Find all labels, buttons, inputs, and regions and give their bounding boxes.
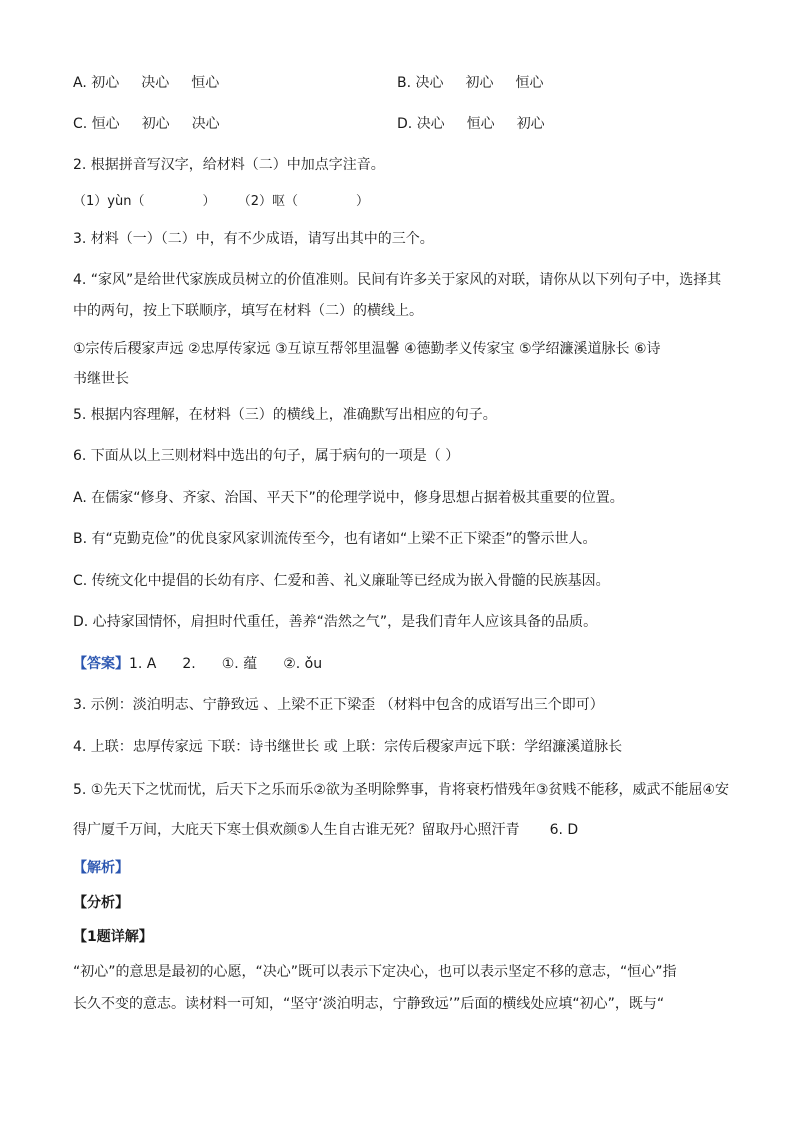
question-2-blanks (73, 192, 369, 212)
question-3: 3. 材料（一）（二）中，有不少成语，请写出其中的三个。 (73, 231, 434, 247)
option-c (73, 114, 220, 134)
question-6-option-c: C. 传统文化中提倡的长幼有序、仁爱和善、礼义廉耻等已经成为嵌入骨髓的民族基因。 (73, 573, 610, 589)
option-c-word-1: 恒心 (91, 116, 120, 132)
option-b-word-1: 决心 (415, 75, 444, 91)
question-6-option-b: B. 有“克勤克俭”的优良家风家训流传至今，也有诸如“上梁不正下梁歪”的警示世人。 (73, 531, 597, 547)
analysis-tag: 【解析】 (73, 860, 129, 876)
option-a-word-2: 决心 (141, 75, 170, 91)
option-a-word-1: 初心 (91, 75, 120, 91)
analysis-fenxi: 【分析】 (73, 895, 129, 911)
answer-2: 2. (182, 656, 196, 672)
question-4-choices: ①宗传后稷家声远 ②忠厚传家远 ③互谅互帮邻里温馨 ④德勤孝义传家宝 ⑤学绍濂溪道脉长 ⑥诗 (73, 341, 661, 357)
answer-2-1: ①. 蕴 (221, 656, 258, 672)
option-d-word-2: 恒心 (466, 116, 495, 132)
question-5: 5. 根据内容理解，在材料（三）的横线上，准确默写出相应的句子。 (73, 407, 497, 423)
answer-line-1 (73, 654, 322, 674)
option-b (397, 73, 544, 93)
question-4-line-1: 4. “家风”是给世代家族成员树立的价值准则。民间有许多关于家风的对联，请你从以下列句子中，选择其 (73, 272, 722, 288)
option-d-word-1: 决心 (416, 116, 445, 132)
answer-1: 1. A (129, 656, 157, 672)
detail-1-heading: 【1题详解】 (73, 929, 153, 945)
option-b-letter: B. (397, 75, 412, 91)
question-4-choices-cont: 书继世长 (73, 371, 129, 387)
question-6-option-a: A. 在儒家“修身、齐家、治国、平天下”的伦理学说中，修身思想占据着极其重要的位置。 (73, 490, 624, 506)
answer-5-line-2 (73, 820, 578, 840)
option-c-word-3: 决心 (191, 116, 220, 132)
question-4-line-2: 中的两句，按上下联顺序，填写在材料（二）的横线上。 (73, 303, 423, 319)
option-c-word-2: 初心 (141, 116, 170, 132)
question-2: 2. 根据拼音写汉字，给材料（二）中加点字注音。 (73, 157, 385, 173)
option-d-letter: D. (397, 116, 413, 132)
answer-5-line-2-text: 得广厦千万间，大庇天下寒士俱欢颜⑤人生自古谁无死？留取丹心照汗青 (73, 822, 520, 838)
option-d (397, 114, 545, 134)
answer-3: 3. 示例：淡泊明志、宁静致远 、上梁不正下梁歪 （材料中包含的成语写出三个即可） (73, 697, 604, 713)
option-a (73, 73, 219, 93)
blank-1-suffix: ） (202, 194, 216, 209)
detail-1-para-line-2: 长久不变的意志。读材料一可知，“坚守‘淡泊明志，宁静致远’”后面的横线处应填“初心”，既与“ (73, 996, 665, 1012)
question-6-stem: 6. 下面从以上三则材料中选出的句子，属于病句的一项是（ ） (73, 448, 460, 464)
blank-1-prefix: （1）yùn（ (73, 194, 145, 209)
option-b-word-2: 初心 (465, 75, 494, 91)
detail-1-para-line-1: “初心”的意思是最初的心愿，“决心”既可以表示下定决心，也可以表示坚定不移的意志，“恒心”指 (73, 964, 677, 980)
answer-6: 6. D (549, 822, 579, 838)
answer-5-line-1: 5. ①先天下之忧而忧，后天下之乐而乐②欲为圣明除弊事，肯将衰朽惜残年③贫贱不能移，威武不能屈④安 (73, 782, 730, 798)
blank-2-suffix: ） (356, 194, 370, 209)
blank-2-prefix: （2）呕（ (237, 194, 299, 209)
answer-2-2: ②. ǒu (283, 656, 323, 672)
option-b-word-3: 恒心 (515, 75, 544, 91)
answer-tag: 【答案】 (73, 656, 129, 672)
question-6-option-d: D. 心持家国情怀，肩担时代重任，善养“浩然之气”，是我们青年人应该具备的品质。 (73, 614, 598, 630)
option-a-word-3: 恒心 (191, 75, 220, 91)
answer-4: 4. 上联：忠厚传家远 下联：诗书继世长 或 上联：宗传后稷家声远下联：学绍濂溪道脉长 (73, 739, 623, 755)
option-d-word-3: 初心 (516, 116, 545, 132)
option-a-letter: A. (73, 75, 87, 91)
option-c-letter: C. (73, 116, 88, 132)
